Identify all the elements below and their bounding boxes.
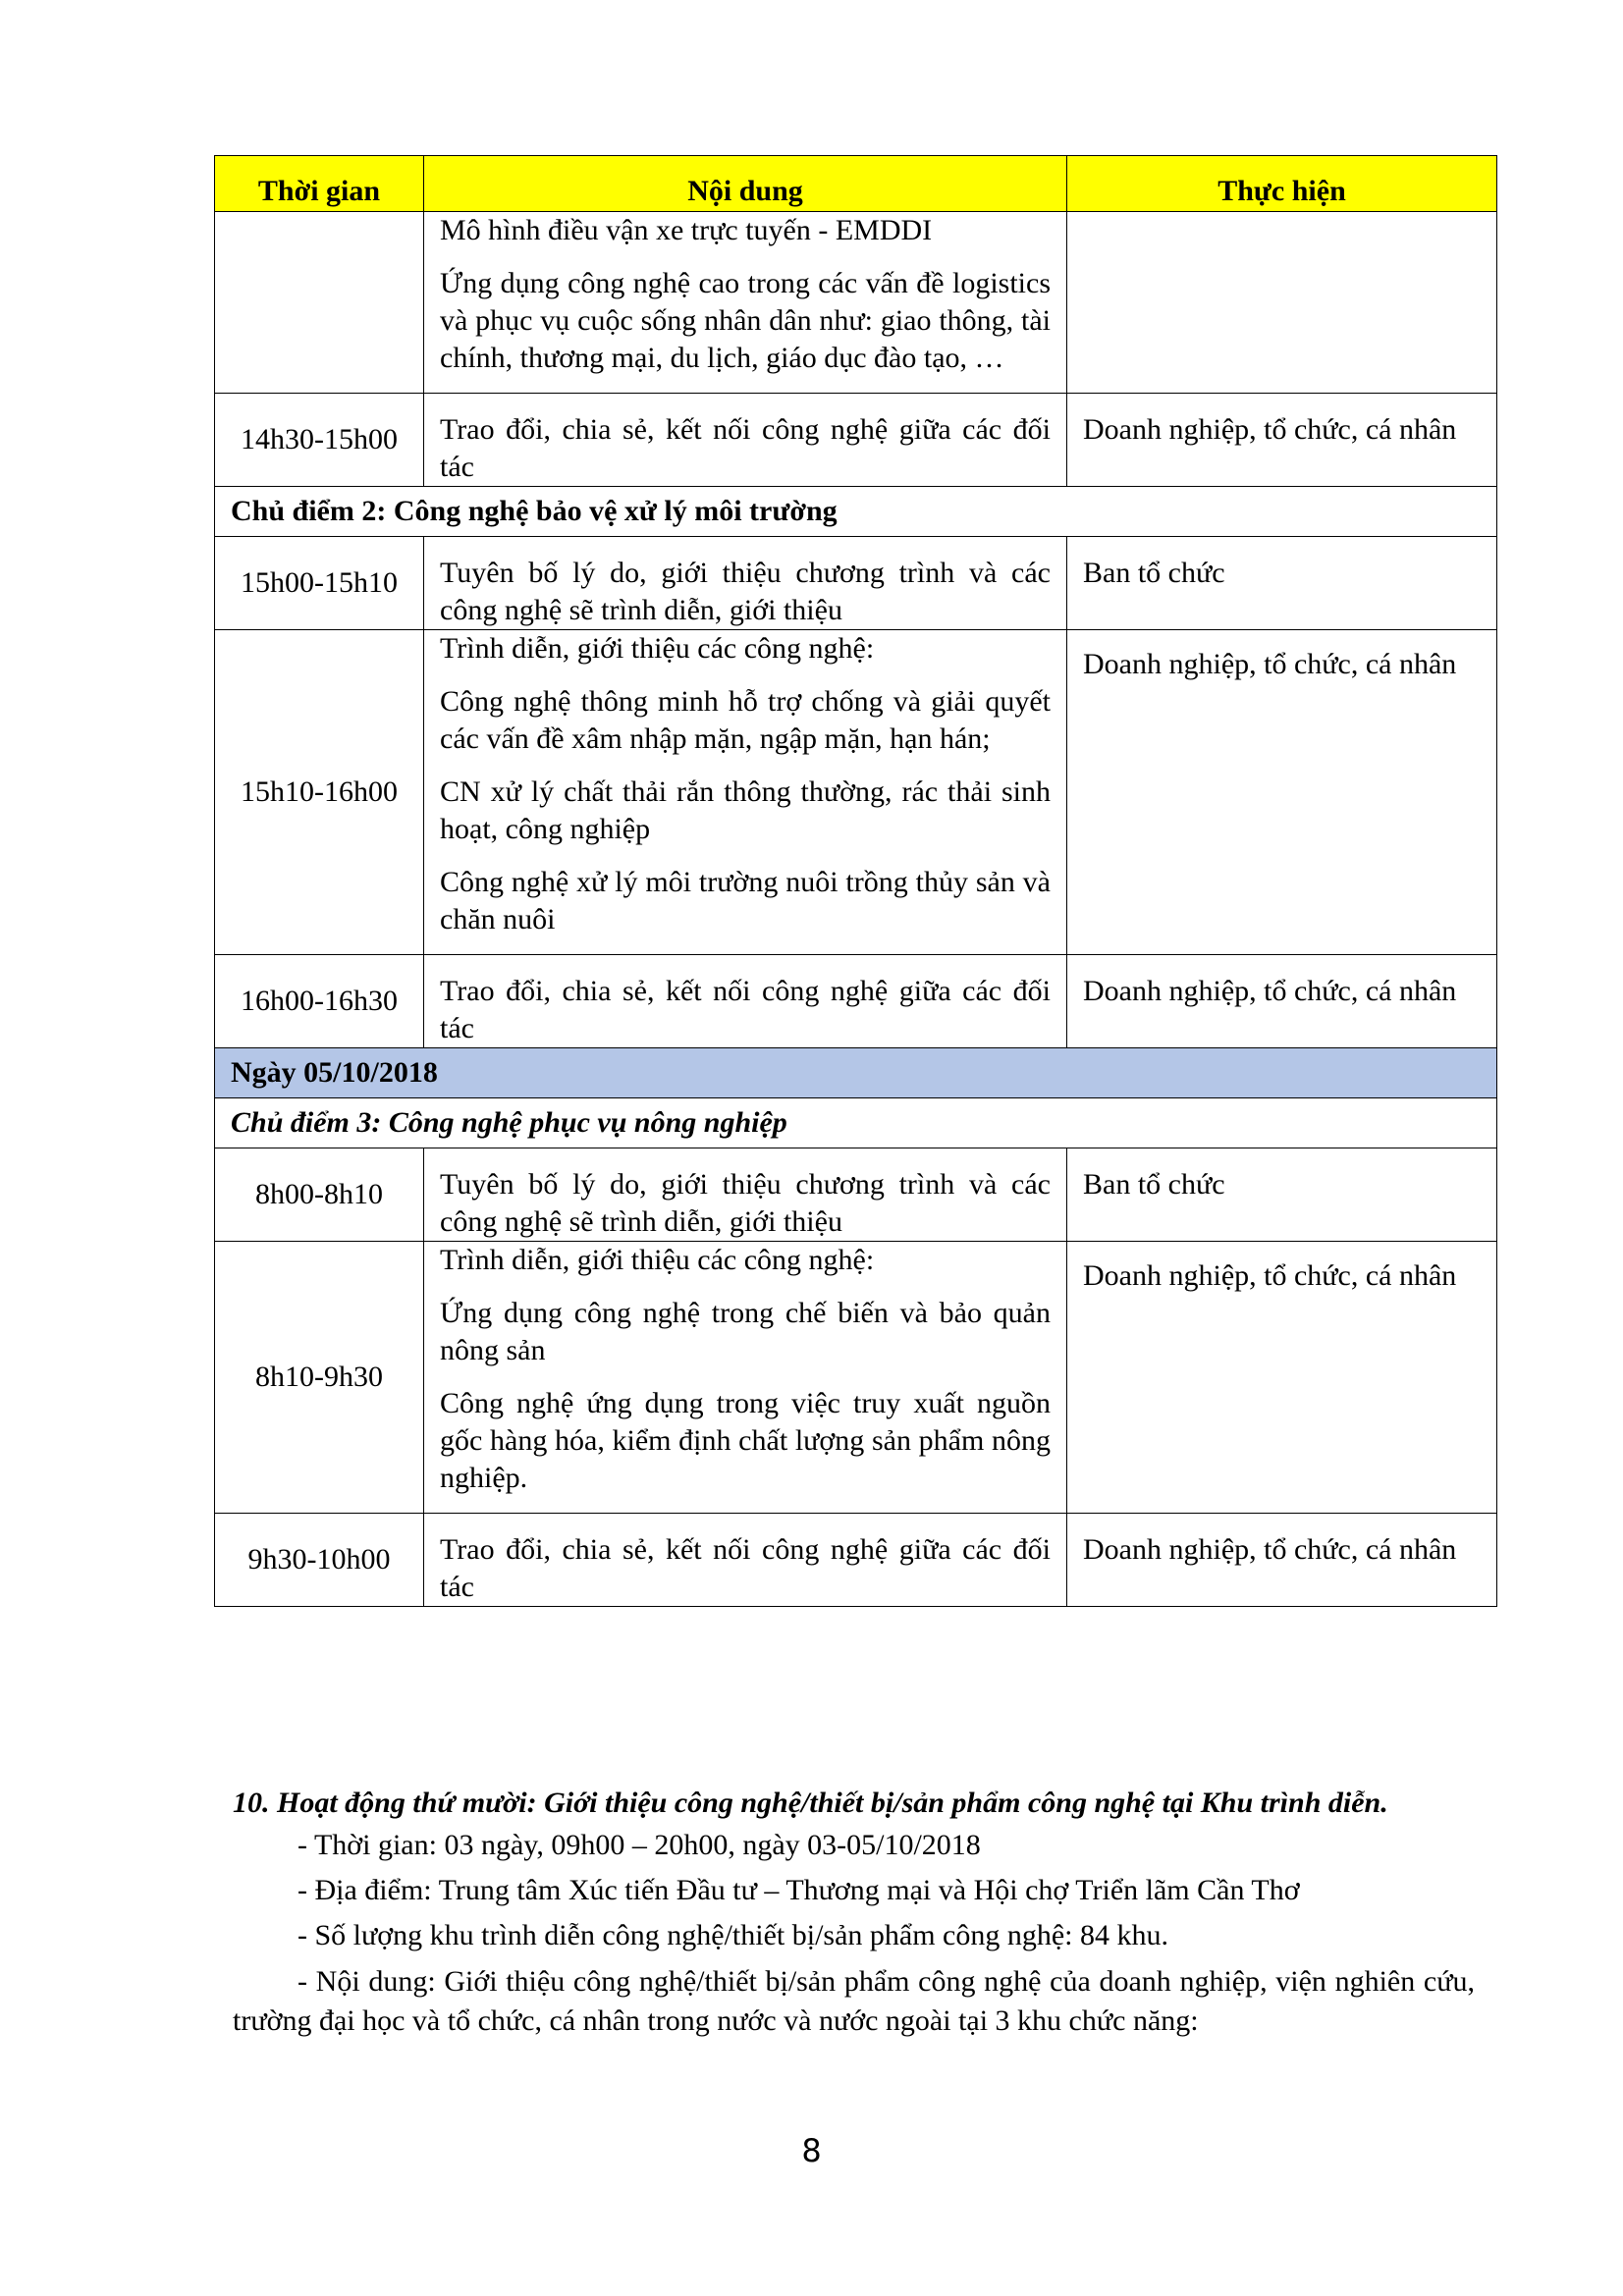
table-row (215, 537, 1497, 630)
content-line: Ứng dụng công nghệ cao trong các vấn đề logistics và phục vụ cuộc sống nhân dân như: giao thông, tài chính, thương mại, du lịch, giáo dục đào tạo, … (440, 267, 1051, 374)
content-line: Mô hình điều vận xe trực tuyến - EMDDI (440, 214, 933, 246)
content-line: Tuyên bố lý do, giới thiệu chương trình và các công nghệ sẽ trình diễn, giới thiệu (440, 557, 1051, 626)
section-row (215, 487, 1497, 537)
content-line: Công nghệ ứng dụng trong việc truy xuất nguồn gốc hàng hóa, kiểm định chất lượng sản phẩm nông nghiệp. (440, 1387, 1051, 1494)
header-by: Thực hiện (1067, 156, 1497, 212)
by-cell: Doanh nghiệp, tổ chức, cá nhân (1067, 955, 1497, 1048)
by-text: Doanh nghiệp, tổ chức, cá nhân (1083, 1259, 1457, 1292)
page-number: 8 (801, 2132, 822, 2169)
content-line: Trình diễn, giới thiệu các công nghệ: (440, 1244, 875, 1276)
content-line: Ứng dụng công nghệ trong chế biến và bảo quản nông sản (440, 1297, 1051, 1366)
content-cell (424, 537, 1067, 630)
content-cell (424, 955, 1067, 1048)
day-title: Ngày 05/10/2018 (215, 1048, 1497, 1098)
time-cell: 15h00-15h10 (215, 537, 424, 630)
content-line: CN xử lý chất thải rắn thông thường, rác thải sinh hoạt, công nghiệp (440, 775, 1051, 845)
by-cell: Doanh nghiệp, tổ chức, cá nhân (1067, 1514, 1497, 1607)
day-row (215, 1048, 1497, 1098)
time-cell: 14h30-15h00 (215, 394, 424, 487)
time-cell: 9h30-10h00 (215, 1514, 424, 1607)
content-line: Trao đổi, chia sẻ, kết nối công nghệ giữa các đối tác (440, 975, 1051, 1044)
time-cell: 15h10-16h00 (215, 630, 424, 955)
content-line: Tuyên bố lý do, giới thiệu chương trình và các công nghệ sẽ trình diễn, giới thiệu (440, 1168, 1051, 1238)
table-row (215, 1242, 1497, 1514)
content-line: Trình diễn, giới thiệu các công nghệ: (440, 632, 875, 665)
table-row (215, 1514, 1497, 1607)
time-cell: 8h10-9h30 (215, 1242, 424, 1514)
activity-content: - Nội dung: Giới thiệu công nghệ/thiết bị/sản phẩm công nghệ của doanh nghiệp, viện nghiên cứu, trường đại học và tổ chức, cá nhân trong nước và nước ngoài tại 3 khu chức năng: (233, 1965, 1475, 2037)
activity-heading: 10. Hoạt động thứ mười: Giới thiệu công nghệ/thiết bị/sản phẩm công nghệ tại Khu trình diễn. (233, 1787, 1388, 1819)
content-line: Công nghệ xử lý môi trường nuôi trồng thủy sản và chăn nuôi (440, 866, 1051, 935)
content-cell (424, 1514, 1067, 1607)
by-cell: Ban tổ chức (1067, 537, 1497, 630)
time-cell: 8h00-8h10 (215, 1148, 424, 1242)
activity-place: - Địa điểm: Trung tâm Xúc tiến Đầu tư – Thương mại và Hội chợ Triển lãm Cần Thơ (298, 1874, 1300, 1906)
time-cell: 16h00-16h30 (215, 955, 424, 1048)
content-line: Công nghệ thông minh hỗ trợ chống và giải quyết các vấn đề xâm nhập mặn, ngập mặn, hạn hán; (440, 685, 1051, 755)
content-line: Trao đổi, chia sẻ, kết nối công nghệ giữa các đối tác (440, 1533, 1051, 1603)
table-header-row (215, 156, 1497, 212)
by-cell (1067, 212, 1497, 394)
by-text: Doanh nghiệp, tổ chức, cá nhân (1083, 648, 1457, 680)
activity-time: - Thời gian: 03 ngày, 09h00 – 20h00, ngày 03-05/10/2018 (298, 1829, 981, 1861)
table-row (215, 394, 1497, 487)
table-row (215, 630, 1497, 955)
content-cell (424, 1242, 1067, 1514)
content-cell (424, 630, 1067, 955)
time-cell (215, 212, 424, 394)
activity-count: - Số lượng khu trình diễn công nghệ/thiết bị/sản phẩm công nghệ: 84 khu. (298, 1919, 1169, 1951)
by-cell (1067, 1242, 1497, 1514)
by-cell: Doanh nghiệp, tổ chức, cá nhân (1067, 394, 1497, 487)
header-content: Nội dung (424, 156, 1067, 212)
activity-section (233, 1784, 1475, 2041)
content-cell (424, 394, 1067, 487)
table-row (215, 1148, 1497, 1242)
content-line: Trao đổi, chia sẻ, kết nối công nghệ giữa các đối tác (440, 413, 1051, 483)
by-cell (1067, 630, 1497, 955)
section-title: Chủ điểm 3: Công nghệ phục vụ nông nghiệp (215, 1098, 1497, 1148)
section-row (215, 1098, 1497, 1148)
header-time: Thời gian (215, 156, 424, 212)
table-row (215, 955, 1497, 1048)
table-row (215, 212, 1497, 394)
content-cell (424, 1148, 1067, 1242)
section-title: Chủ điểm 2: Công nghệ bảo vệ xử lý môi trường (215, 487, 1497, 537)
by-cell: Ban tổ chức (1067, 1148, 1497, 1242)
content-cell (424, 212, 1067, 394)
schedule-table (214, 155, 1497, 1607)
